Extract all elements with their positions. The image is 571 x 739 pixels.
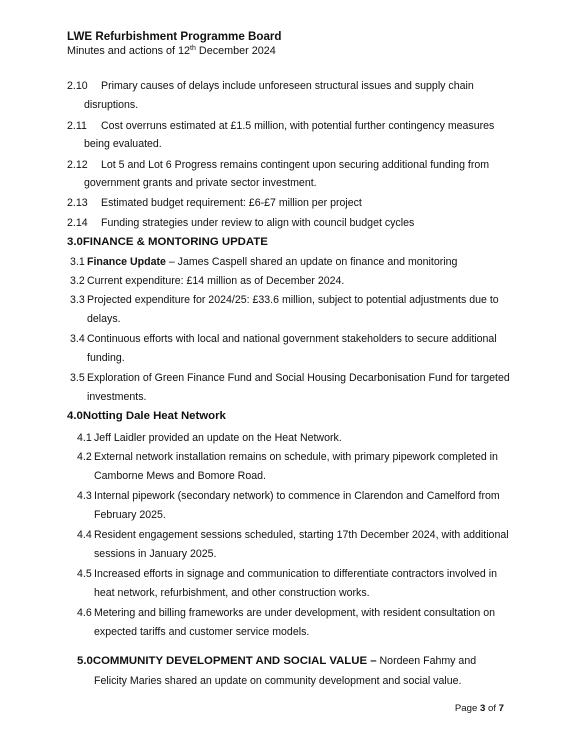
heading-text: COMMUNITY DEVELOPMENT AND SOCIAL VALUE –	[92, 655, 377, 667]
item-2-13	[67, 196, 362, 210]
item-number: 4.6	[77, 607, 92, 619]
item-number: 3.4	[70, 333, 85, 345]
item-4-1	[77, 431, 342, 445]
section-heading-heat-network	[67, 409, 226, 423]
item-3-3	[70, 293, 499, 307]
item-text: Jeff Laidler provided an update on the Heat Network.	[94, 432, 342, 444]
item-text: Resident engagement sessions scheduled, starting 17th December 2024, with additional	[94, 529, 509, 541]
item-text: Projected expenditure for 2024/25: £33.6 million, subject to potential adjustments due to	[87, 294, 499, 306]
section-heading-finance	[67, 235, 268, 249]
item-text: Increased efforts in signage and communication to differentiate contractors involved in	[94, 568, 497, 580]
item-text: Lot 5 and Lot 6 Progress remains contingent upon securing additional funding from	[101, 159, 490, 171]
item-3-4	[70, 332, 497, 346]
item-4-3	[77, 489, 500, 503]
item-2-12	[67, 158, 489, 172]
item-number: 2.11	[67, 120, 87, 132]
page-label: Page	[454, 703, 480, 714]
item-text: Estimated budget requirement: £6-£7 million per project	[101, 197, 362, 209]
item-number: 3.1	[70, 256, 85, 268]
item-3-5	[70, 371, 510, 385]
item-text-continued: funding.	[87, 352, 125, 364]
page-of: of	[485, 703, 499, 714]
item-text: Primary causes of delays include unforeseen structural issues and supply chain	[101, 80, 474, 92]
item-text: – James Caspell shared an update on finance and monitoring	[165, 256, 458, 268]
item-3-2	[70, 274, 344, 288]
item-text-continued: Camborne Mews and Bomore Road.	[94, 470, 266, 482]
heading-number: 3.0	[67, 236, 83, 248]
subtitle-text: Minutes and actions of 12	[67, 45, 191, 57]
section-heading-community	[77, 654, 476, 668]
item-number: 4.4	[77, 529, 92, 541]
item-4-6	[77, 606, 495, 620]
item-text: Continuous efforts with local and national government stakeholders to secure additional	[87, 333, 497, 345]
heading-text: FINANCE & MONTORING UPDATE	[82, 236, 268, 248]
document-title: LWE Refurbishment Programme Board	[67, 30, 282, 43]
item-text-continued: sessions in January 2025.	[94, 548, 217, 560]
item-number: 3.5	[70, 372, 85, 384]
item-2-10	[67, 79, 474, 93]
item-text-continued: Felicity Maries shared an update on community development and social value.	[94, 675, 462, 687]
item-number: 4.2	[77, 451, 92, 463]
item-text-continued: disruptions.	[84, 99, 139, 111]
item-number: 2.12	[67, 159, 88, 171]
item-text-continued: investments.	[87, 391, 147, 403]
item-text: Funding strategies under review to align with council budget cycles	[101, 217, 415, 229]
item-number: 3.2	[70, 275, 85, 287]
item-text: Cost overruns estimated at £1.5 million, with potential further contingency measures	[101, 120, 495, 132]
item-number: 4.5	[77, 568, 92, 580]
item-2-14	[67, 216, 414, 230]
item-text-continued: February 2025.	[94, 509, 166, 521]
item-text: External network installation remains on schedule, with primary pipework completed in	[94, 451, 498, 463]
item-3-1	[70, 255, 457, 269]
heading-number: 4.0	[67, 410, 83, 422]
item-2-11	[67, 119, 494, 133]
item-number: 3.3	[70, 294, 85, 306]
heading-number: 5.0	[77, 655, 93, 667]
item-text-continued: government grants and private sector investment.	[84, 177, 317, 189]
item-text-continued: expected tariffs and customer service models.	[94, 626, 310, 638]
item-text: Internal pipework (secondary network) to commence in Clarendon and Camelford from	[94, 490, 500, 502]
page-number	[455, 703, 504, 714]
item-text-continued: being evaluated.	[84, 138, 162, 150]
item-number: 4.3	[77, 490, 92, 502]
item-number: 4.1	[77, 432, 92, 444]
item-text: Metering and billing frameworks are under development, with resident consultation on	[94, 607, 496, 619]
item-text: Current expenditure: £14 million as of December 2024.	[87, 275, 345, 287]
subtitle-date: December 2024	[195, 45, 276, 57]
subtitle-superscript: th	[190, 45, 196, 52]
item-bold-label: Finance Update	[87, 256, 166, 268]
document-subtitle	[67, 45, 276, 57]
item-text: Exploration of Green Finance Fund and Social Housing Decarbonisation Fund for targeted	[84, 372, 510, 384]
item-text-continued: heat network, refurbishment, and other construction works.	[94, 587, 370, 599]
page-total: 7	[498, 703, 504, 714]
item-number: 2.14	[67, 217, 88, 229]
page-current: 3	[479, 703, 486, 714]
item-text: Nordeen Fahmy and	[376, 655, 477, 667]
item-4-2	[77, 450, 498, 464]
item-4-5	[77, 567, 497, 581]
item-number: 2.10	[67, 80, 88, 92]
item-4-4	[77, 528, 509, 542]
item-text-continued: delays.	[87, 313, 121, 325]
item-number: 2.13	[67, 197, 88, 209]
heading-text: Notting Dale Heat Network	[82, 410, 226, 422]
